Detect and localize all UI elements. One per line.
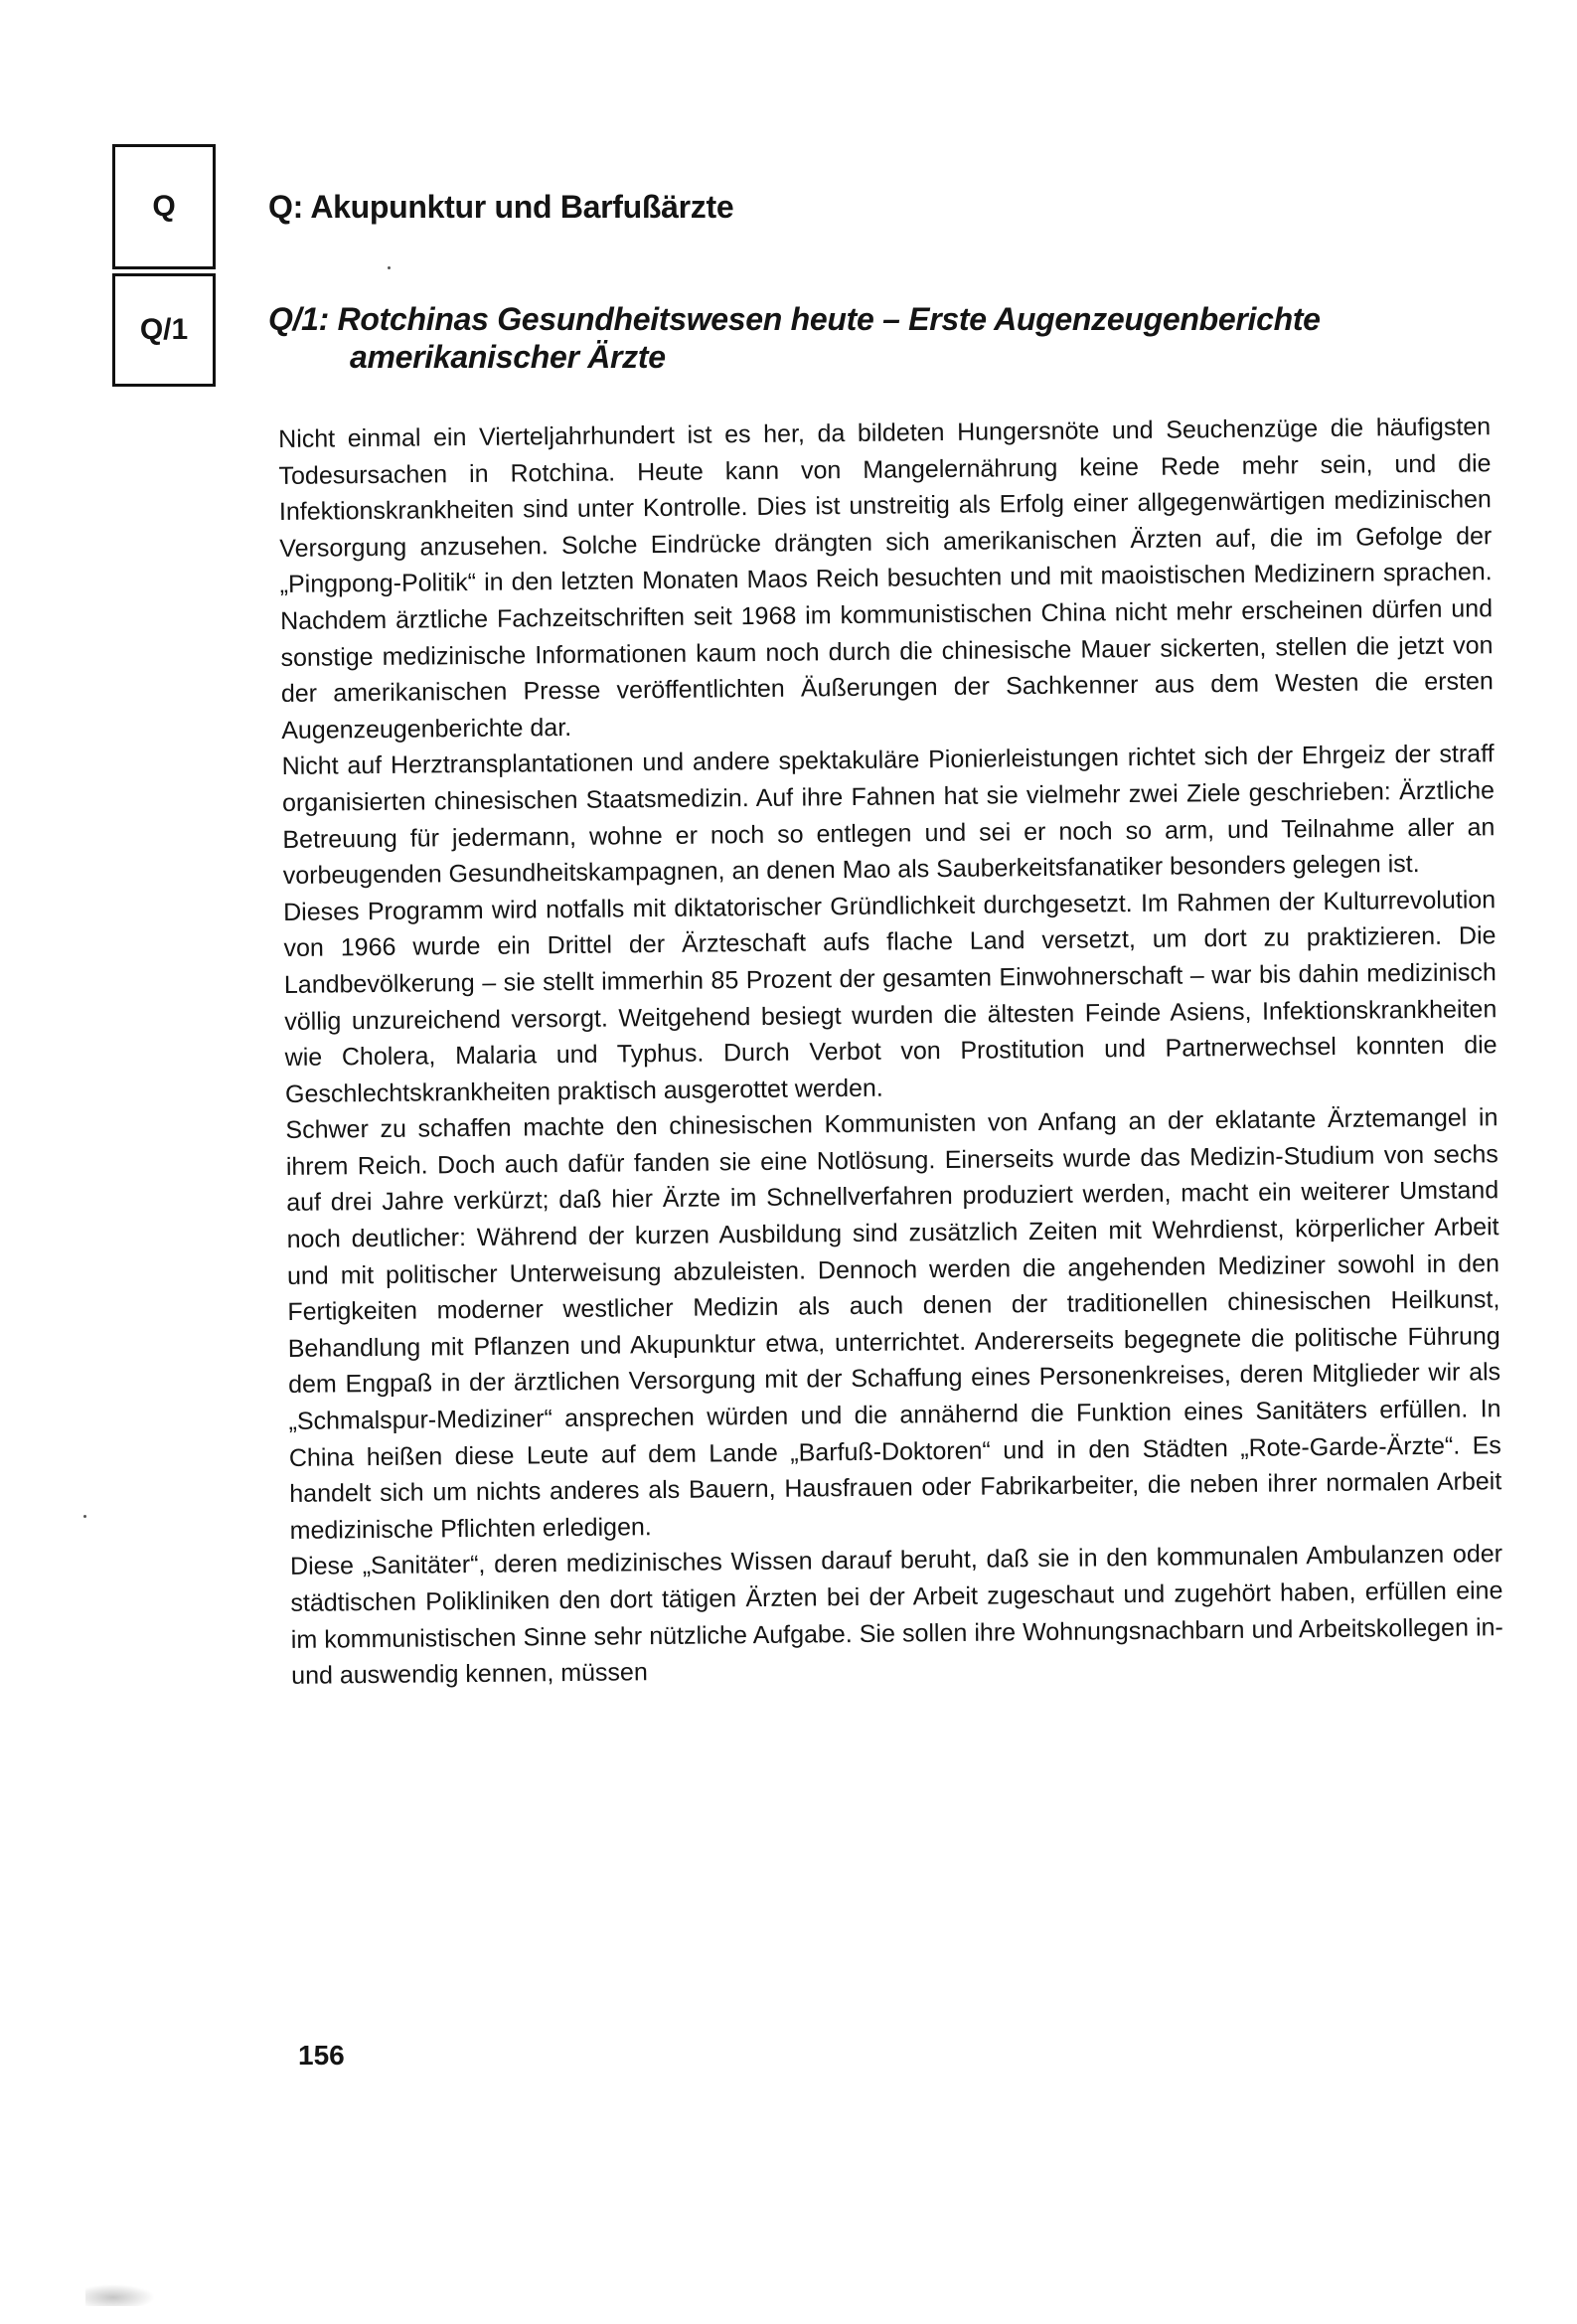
scan-speck (388, 266, 391, 269)
page-number: 156 (298, 2040, 345, 2071)
scan-speck (83, 1515, 86, 1518)
body-text (278, 409, 1503, 1694)
scan-smudge (85, 2284, 155, 2306)
section-heading: Q: Akupunktur und Barfußärzte (268, 189, 734, 225)
section-marker-label: Q (152, 190, 176, 223)
paragraph-4: Schwer zu schaffen machte den chinesischen Kommunisten von Anfang an der eklatante Ärztemangel in ihrem Reich. Doch auch dafür fanden sie eine Notlösung. Einerseits wurde das Medizin-Studium von sechs auf drei Jahre verkürzt; daß hier Ärzte im Schnellverfahren produziert werden, macht ein weiterer Umstand noch deutlicher: Während der kurzen Ausbildung sind zusätzlich Zeiten mit Wehrdienst, körperlicher Arbeit und mit politischer Unterweisung abzuleisten. Dennoch werden die angehenden Mediziner sowohl in den Fertigkeiten moderner westlicher Medizin als auch denen der traditionellen chinesischen Heilkunst, Behandlung mit Pflanzen und Akupunktur etwa, unterrichtet. Andererseits begegnete die politische Führung dem Engpaß in der ärztlichen Versorgung mit der Schaffung eines Personenkreises, deren Mitglieder wir als „Schmalspur-Mediziner“ ansprechen würden und die annähernd die Funktion eines Sanitäters erfüllen. In China heißen diese Leute auf dem Lande „Barfuß-Doktoren“ und in den Städten „Rote-Garde-Ärzte“. Es handelt sich um nichts anderes als Bauern, Hausfrauen oder Fabrikarbeiter, die neben ihrer normalen Arbeit medizinische Pflichten erledigen. (285, 1103, 1502, 1545)
subsection-heading-line-2: amerikanischer Ärzte (350, 339, 666, 376)
subsection-heading (268, 300, 1321, 377)
subsection-marker-label: Q/1 (139, 313, 189, 346)
subsection-marker-box (112, 273, 216, 387)
paragraph-5: Diese „Sanitäter“, deren medizinisches Wissen darauf beruht, daß sie in den kommunalen Ambulanzen oder städtischen Polikliniken den dort tätigen Ärzten bei der Arbeit zugeschaut und zugehört haben, erfüllen eine im kommunistischen Sinne sehr nützliche Aufgabe. Sie sollen ihre Wohnungsnachbarn und Arbeitskollegen in- und auswendig kennen, müssen (289, 1540, 1503, 1691)
subsection-heading-line-1: Q/1: Rotchinas Gesundheitswesen heute – Erste Augenzeugenberichte (268, 301, 1321, 337)
section-marker-box (112, 144, 216, 269)
paragraph-1: Nicht einmal ein Vierteljahrhundert ist es her, da bildeten Hungersnöte und Seuchenzüge die häufigsten Todesursachen in Rotchina. Heute kann von Mangelernährung keine Rede mehr sein, und die Infektionskrankheiten sind unter Kontrolle. Dies ist unstreitig als Erfolg einer allgegenwärtigen medizinischen Versorgung anzusehen. Solche Eindrücke drängten sich amerikanischen Ärzten auf, die im Gefolge der „Pingpong-Politik“ in den letzten Monaten Maos Reich besuchten und mit maoistischen Medizinern sprachen. Nachdem ärztliche Fachzeitschriften seit 1968 im kommunistischen China nicht mehr erscheinen dürfen und sonstige medizinische Informationen kaum noch durch die chinesische Mauer sickerten, stellen die jetzt von der amerikanischen Presse veröffentlichten Äußerungen der Sachkenner aus dem Westen die ersten Augenzeugenberichte dar. (278, 413, 1494, 745)
paragraph-2: Nicht auf Herztransplantationen und andere spektakuläre Pionierleistungen richtet sich der Ehrgeiz der straff organisierten chinesischen Staatsmedizin. Auf ihre Fahnen hat sie vielmehr zwei Ziele geschrieben: Ärztliche Betreuung für jedermann, wohne er noch so entlegen und sei er noch so arm, und Teilnahme aller an vorbeugenden Gesundheitskampagnen, an denen Mao als Sauberkeitsfanatiker besonders gelegen ist. (281, 740, 1496, 891)
paragraph-3: Dieses Programm wird notfalls mit diktatorischer Gründlichkeit durchgesetzt. Im Rahmen der Kulturrevolution von 1966 wurde ein Drittel der Ärzteschaft aufs flache Land versetzt, um dort zu praktizieren. Die Landbevölkerung – sie stellt immerhin 85 Prozent der gesamten Einwohnerschaft – war bis dahin medizinisch völlig unzureichend versorgt. Weitgehend besiegt wurden die ältesten Feinde Asiens, Infektionskrankheiten wie Cholera, Malaria und Typhus. Durch Verbot von Prostitution und Partnerwechsel konnten die Geschlechtskrankheiten praktisch ausgerottet werden. (283, 885, 1498, 1108)
